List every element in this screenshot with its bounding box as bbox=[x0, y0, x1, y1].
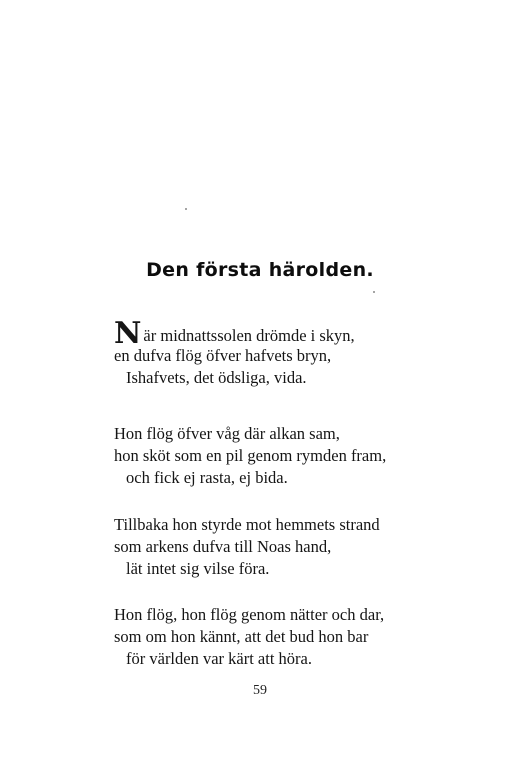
drop-cap-initial: N bbox=[114, 316, 142, 351]
verse-line: När midnattssolen drömde i skyn, bbox=[114, 316, 355, 351]
poem-title: Den första härolden. bbox=[146, 259, 374, 281]
verse-line: för världen var kärt att höra. bbox=[126, 649, 312, 668]
verse-line: som om hon kännt, att det bud hon bar bbox=[114, 627, 369, 646]
verse-line: Hon flög öfver våg där alkan sam, bbox=[114, 424, 340, 443]
verse-line: hon sköt som en pil genom rymden fram, bbox=[114, 446, 387, 465]
verse-line: Hon flög, hon flög genom nätter och dar, bbox=[114, 605, 385, 624]
verse-line: en dufva flög öfver hafvets bryn, bbox=[114, 346, 332, 365]
stanza-1 bbox=[114, 316, 414, 389]
verse-line: lät intet sig vilse föra. bbox=[126, 559, 270, 578]
stanza-4 bbox=[114, 604, 414, 670]
verse-line: och fick ej rasta, ej bida. bbox=[126, 468, 288, 487]
paper-speck bbox=[373, 291, 375, 293]
stanza-3 bbox=[114, 514, 414, 580]
verse-line: Ishafvets, det ödsliga, vida. bbox=[126, 368, 307, 387]
page-number: 59 bbox=[253, 683, 267, 698]
paper-speck bbox=[185, 208, 187, 210]
stanza-2 bbox=[114, 423, 414, 489]
verse-line: som arkens dufva till Noas hand, bbox=[114, 537, 332, 556]
verse-line: Tillbaka hon styrde mot hemmets strand bbox=[114, 515, 380, 534]
